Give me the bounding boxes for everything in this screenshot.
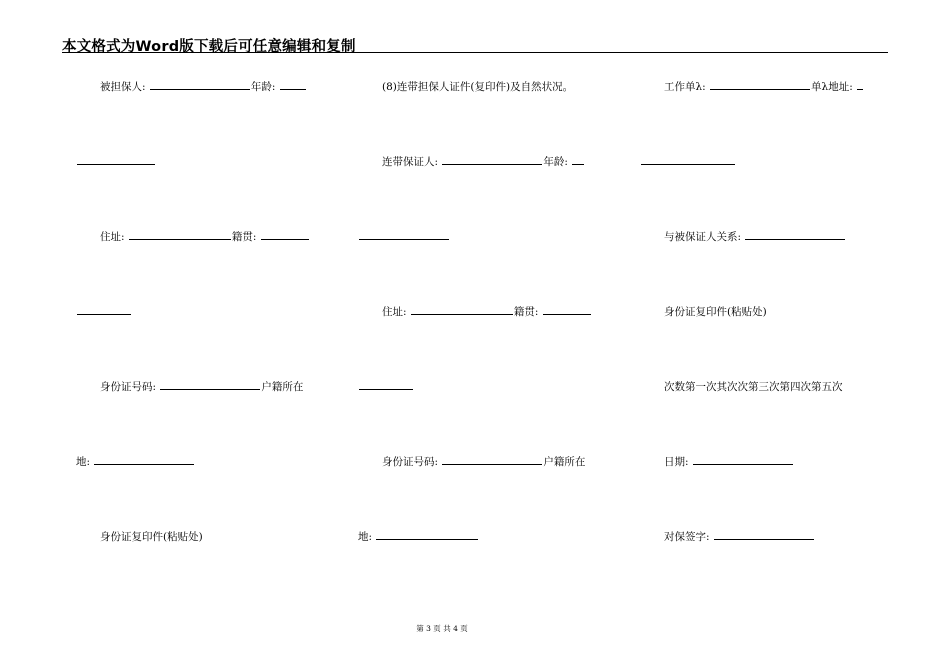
joint-guarantor-label: 连带保证人: xyxy=(382,156,439,168)
address-label: 住址: xyxy=(382,306,407,318)
id-number-blank xyxy=(160,380,260,390)
times-label: 次数第一次其次次第三次第四次第五次 xyxy=(664,381,843,393)
continuation-blank-line xyxy=(76,155,156,169)
id-number-blank xyxy=(442,455,542,465)
age-label: 年龄: xyxy=(250,81,276,93)
guaranteed-person-blank xyxy=(150,80,250,90)
header-rule xyxy=(62,52,888,53)
age-blank xyxy=(572,155,584,165)
item8-text: (8)连带担保人证件(复印件)及自然状况。 xyxy=(382,81,574,93)
guarantor-sign-blank xyxy=(714,530,814,540)
address-line xyxy=(382,305,592,319)
id-number-label: 身份证号码: xyxy=(100,381,157,393)
id-number-line xyxy=(382,455,585,469)
unit-address-blank xyxy=(857,80,863,90)
native-place-blank xyxy=(261,230,309,240)
location-blank xyxy=(376,530,478,540)
page-footer: 第 3 页 共 4 页 xyxy=(416,624,468,633)
relation-line xyxy=(664,230,846,244)
household-location-label: 户籍所在 xyxy=(543,456,586,468)
times-line xyxy=(664,380,843,394)
id-copy-line xyxy=(664,305,767,319)
relation-blank xyxy=(745,230,845,240)
continuation-blank xyxy=(359,230,449,240)
continuation-blank xyxy=(77,305,131,315)
item8-line xyxy=(382,80,573,94)
address-line xyxy=(100,230,310,244)
relation-label: 与被保证人关系: xyxy=(664,231,742,243)
age-blank xyxy=(280,80,306,90)
document-header: 本文格式为Word版下载后可任意编辑和复制 xyxy=(62,39,356,55)
location-label: 地: xyxy=(76,456,91,468)
native-place-label: 籍贯: xyxy=(513,306,539,318)
location-blank xyxy=(94,455,194,465)
continuation-blank-line xyxy=(358,380,414,394)
continuation-blank-line xyxy=(76,305,132,319)
unit-address-label: 单λ地址: xyxy=(811,81,853,93)
work-unit-label: 工作单λ: xyxy=(664,81,706,93)
id-number-line xyxy=(100,380,303,394)
joint-guarantor-line xyxy=(382,155,585,169)
native-place-label: 籍贯: xyxy=(231,231,257,243)
date-blank xyxy=(693,455,793,465)
work-unit-blank xyxy=(710,80,810,90)
guaranteed-person-label: 被担保人: xyxy=(100,81,146,93)
continuation-blank xyxy=(641,155,735,165)
continuation-blank-line xyxy=(640,155,736,169)
location-line xyxy=(76,455,195,469)
id-copy-label: 身份证复印件(粘贴处) xyxy=(664,306,767,318)
address-blank xyxy=(411,305,513,315)
address-blank xyxy=(129,230,231,240)
work-unit-line xyxy=(664,80,864,94)
continuation-blank-line xyxy=(358,230,450,244)
id-copy-line xyxy=(100,530,203,544)
continuation-blank xyxy=(77,155,155,165)
address-label: 住址: xyxy=(100,231,125,243)
native-place-blank xyxy=(543,305,591,315)
guarantor-sign-label: 对保签字: xyxy=(664,531,710,543)
joint-guarantor-blank xyxy=(442,155,542,165)
id-number-label: 身份证号码: xyxy=(382,456,439,468)
id-copy-label: 身份证复印件(粘贴处) xyxy=(100,531,203,543)
date-label: 日期: xyxy=(664,456,689,468)
guaranteed-person-line xyxy=(100,80,307,94)
guarantor-sign-line xyxy=(664,530,815,544)
location-label: 地: xyxy=(358,531,373,543)
location-line xyxy=(358,530,479,544)
date-line xyxy=(664,455,794,469)
age-label: 年龄: xyxy=(543,156,568,168)
continuation-blank xyxy=(359,380,413,390)
household-location-label: 户籍所在 xyxy=(261,381,304,393)
